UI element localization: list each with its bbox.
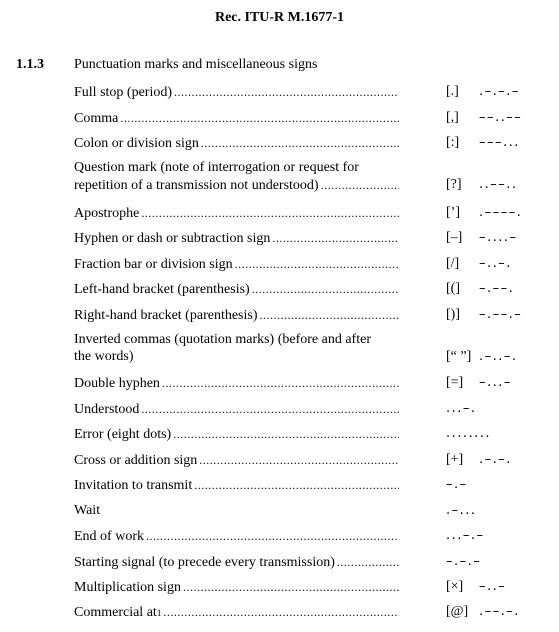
morse-code: ..––.. bbox=[479, 177, 518, 192]
dot-leader bbox=[260, 307, 400, 323]
sign-row bbox=[74, 528, 554, 546]
sign-row bbox=[74, 84, 554, 102]
sign-row bbox=[74, 426, 554, 444]
sign-label: Hyphen or dash or subtraction sign bbox=[74, 231, 271, 246]
sign-label-line1: Question mark (note of interrogation or request for bbox=[74, 160, 359, 175]
sign-label: Error (eight dots) bbox=[74, 427, 172, 442]
sign-symbol: [(] bbox=[446, 281, 460, 296]
morse-code: –..– bbox=[479, 579, 507, 594]
page-header: Rec. ITU-R M.1677-1 bbox=[214, 10, 345, 25]
morse-code: .––––. bbox=[479, 205, 523, 220]
sign-row bbox=[74, 332, 554, 364]
morse-code: –...– bbox=[479, 375, 512, 390]
sign-label: Colon or division sign bbox=[74, 136, 199, 151]
sign-label: Right-hand bracket (parenthesis) bbox=[74, 308, 258, 323]
sign-row bbox=[74, 503, 554, 521]
morse-code: ...–.– bbox=[446, 528, 485, 543]
section-title: Punctuation marks and miscellaneous signs bbox=[74, 57, 318, 72]
morse-code: ...–. bbox=[446, 401, 477, 416]
sign-label: Comma bbox=[74, 111, 119, 126]
sign-row bbox=[74, 160, 554, 193]
dot-leader bbox=[201, 135, 399, 151]
sign-symbol: [“ ”] bbox=[446, 349, 472, 364]
dot-leader bbox=[162, 375, 399, 391]
dot-leader bbox=[163, 604, 399, 620]
morse-code: –.––.– bbox=[479, 307, 523, 322]
sign-label: Left-hand bracket (parenthesis) bbox=[74, 282, 250, 297]
sign-row bbox=[74, 135, 554, 153]
sign-row bbox=[74, 375, 554, 393]
dot-leader bbox=[146, 528, 399, 544]
sign-row bbox=[74, 281, 554, 299]
sign-label: End of work bbox=[74, 529, 144, 544]
sign-row bbox=[74, 307, 554, 325]
dot-leader bbox=[194, 477, 399, 493]
dot-leader bbox=[321, 177, 399, 193]
dot-leader bbox=[173, 426, 399, 442]
morse-code: –.–.– bbox=[446, 554, 482, 569]
morse-code: ––..–– bbox=[479, 110, 523, 125]
dot-leader bbox=[199, 452, 399, 468]
sign-label: Multiplication sign bbox=[74, 580, 181, 595]
dot-leader bbox=[141, 401, 399, 417]
morse-code: .–.–.– bbox=[479, 84, 520, 99]
sign-row bbox=[74, 554, 554, 572]
dot-leader bbox=[141, 205, 399, 221]
sign-label: Apostrophe bbox=[74, 206, 140, 221]
section-number: 1.1.3 bbox=[16, 57, 44, 72]
sign-label: Cross or addition sign bbox=[74, 453, 198, 468]
morse-code: .–... bbox=[446, 503, 477, 518]
morse-code: .–.–. bbox=[479, 452, 512, 467]
sign-symbol: [?] bbox=[446, 177, 462, 192]
sign-label: Commercial at bbox=[74, 605, 157, 620]
sign-symbol: [)] bbox=[446, 307, 460, 322]
sign-label: Wait bbox=[74, 503, 101, 518]
sign-label: Invitation to transmit bbox=[74, 478, 193, 493]
sign-symbol: [/] bbox=[446, 256, 460, 271]
sign-symbol: [×] bbox=[446, 579, 464, 594]
sign-row bbox=[74, 452, 554, 470]
sign-symbol: [@] bbox=[446, 604, 469, 619]
sign-label: repetition of a transmission not understood) bbox=[74, 178, 319, 193]
sign-symbol: [=] bbox=[446, 375, 464, 390]
dot-leader bbox=[337, 554, 399, 570]
morse-code: –.– bbox=[446, 477, 468, 492]
sign-label: Full stop (period) bbox=[74, 85, 172, 100]
sign-symbol: [+] bbox=[446, 452, 464, 467]
sign-label: Understood bbox=[74, 402, 140, 417]
sign-row bbox=[74, 256, 554, 274]
morse-code: .––.–. bbox=[479, 604, 520, 619]
sign-row: Commercial at 1 ..... [@] .––.–. bbox=[74, 604, 554, 622]
morse-code: .–..–. bbox=[479, 349, 518, 364]
sign-label: Double hyphen bbox=[74, 376, 160, 391]
sign-row bbox=[74, 401, 554, 419]
dot-leader bbox=[272, 230, 399, 246]
sign-label-line1: Inverted commas (quotation marks) (before and after bbox=[74, 332, 371, 347]
sign-symbol: [–] bbox=[446, 230, 463, 245]
sign-row bbox=[74, 579, 554, 597]
morse-code: –....– bbox=[479, 230, 518, 245]
sign-row bbox=[74, 477, 554, 495]
sign-symbol: [’] bbox=[446, 205, 460, 220]
morse-code: ........ bbox=[446, 426, 492, 441]
morse-code: –..–. bbox=[479, 256, 512, 271]
sign-label: Fraction bar or division sign bbox=[74, 257, 233, 272]
morse-code: –––... bbox=[479, 135, 520, 150]
sign-symbol: [:] bbox=[446, 135, 460, 150]
dot-leader bbox=[174, 84, 399, 100]
dot-leader bbox=[252, 281, 399, 297]
sign-label: Starting signal (to precede every transmission) bbox=[74, 555, 335, 570]
sign-row bbox=[74, 205, 554, 223]
sign-symbol: [,] bbox=[446, 110, 459, 125]
dot-leader bbox=[120, 110, 399, 126]
dot-leader bbox=[183, 579, 399, 595]
sign-symbol: [.] bbox=[446, 84, 459, 99]
sign-label: the words) bbox=[74, 349, 134, 364]
morse-code: –.––. bbox=[479, 281, 515, 296]
sign-row bbox=[74, 110, 554, 128]
sign-row bbox=[74, 230, 554, 248]
dot-leader bbox=[235, 256, 399, 272]
